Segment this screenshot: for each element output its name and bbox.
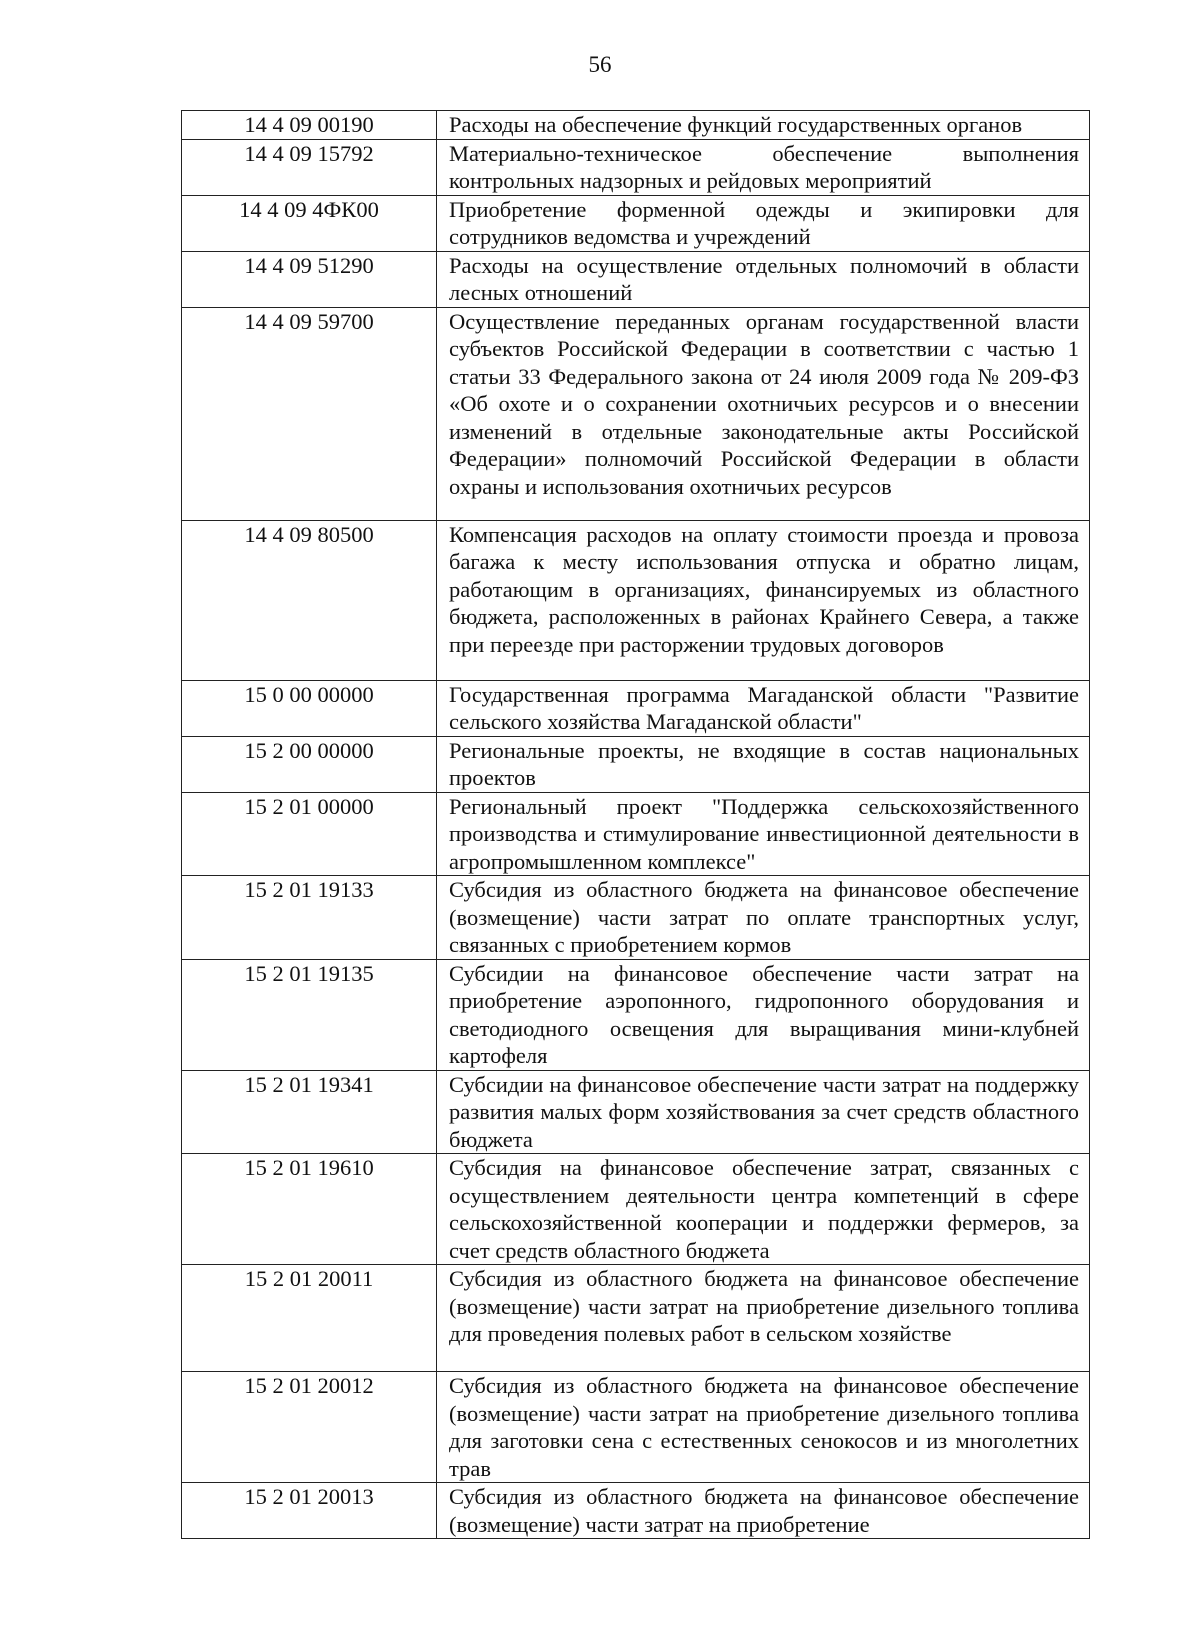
- row-code-cell: 15 2 01 19341: [182, 1070, 437, 1154]
- row-description-cell: Субсидия из областного бюджета на финансовое обеспечение (возмещение) части затрат по оплате транспортных услуг, связанных с приобретением кормов: [437, 876, 1090, 960]
- row-description-cell: Субсидия из областного бюджета на финансовое обеспечение (возмещение) части затрат на приобретение: [437, 1483, 1090, 1539]
- row-code-cell: 15 2 01 00000: [182, 792, 437, 876]
- row-description-cell: Компенсация расходов на оплату стоимости проезда и провоза багажа к месту использования отпуска и обратно лицам, работающим в организациях, финансируемых из областного бюджета, расположенных в районах Крайнего Севера, а также при переезде при расторжении трудовых договоров: [437, 520, 1090, 680]
- row-code-cell: 15 2 01 20012: [182, 1372, 437, 1483]
- row-description-cell: Субсидия из областного бюджета на финансовое обеспечение (возмещение) части затрат на приобретение дизельного топлива для проведения полевых работ в сельском хозяйстве: [437, 1265, 1090, 1372]
- row-description-cell: Приобретение форменной одежды и экипировки для сотрудников ведомства и учреждений: [437, 195, 1090, 251]
- row-code-cell: 15 0 00 00000: [182, 680, 437, 736]
- row-code-cell: 15 2 01 19133: [182, 876, 437, 960]
- table-row: [182, 520, 1090, 680]
- table-row: [182, 307, 1090, 520]
- table-row: [182, 792, 1090, 876]
- table-row: [182, 139, 1090, 195]
- row-description-cell: Расходы на осуществление отдельных полномочий в области лесных отношений: [437, 251, 1090, 307]
- table-row: [182, 1070, 1090, 1154]
- row-description-cell: Региональные проекты, не входящие в состав национальных проектов: [437, 736, 1090, 792]
- table-body: [182, 111, 1090, 1539]
- row-code-cell: 14 4 09 4ФК00: [182, 195, 437, 251]
- page-number: 56: [588, 52, 612, 77]
- row-description-cell: Расходы на обеспечение функций государственных органов: [437, 111, 1090, 140]
- table-row: [182, 195, 1090, 251]
- row-code-cell: 15 2 01 19610: [182, 1154, 437, 1265]
- row-description-cell: Субсидия на финансовое обеспечение затрат, связанных с осуществлением деятельности центра компетенций в сфере сельскохозяйственной кооперации и поддержки фермеров, за счет средств областного бюджета: [437, 1154, 1090, 1265]
- row-code-cell: 14 4 09 59700: [182, 307, 437, 520]
- table-row: [182, 1372, 1090, 1483]
- row-code-cell: 14 4 09 00190: [182, 111, 437, 140]
- table-row: [182, 251, 1090, 307]
- row-code-cell: 15 2 01 20011: [182, 1265, 437, 1372]
- row-description-cell: Субсидии на финансовое обеспечение части затрат на поддержку развития малых форм хозяйствования за счет средств областного бюджета: [437, 1070, 1090, 1154]
- row-code-cell: 15 2 01 20013: [182, 1483, 437, 1539]
- row-code-cell: 15 2 01 19135: [182, 959, 437, 1070]
- table-row: [182, 959, 1090, 1070]
- table-row: [182, 1265, 1090, 1372]
- table-row: [182, 111, 1090, 140]
- table-row: [182, 876, 1090, 960]
- table-row: [182, 1483, 1090, 1539]
- row-description-cell: Государственная программа Магаданской области "Развитие сельского хозяйства Магаданской области": [437, 680, 1090, 736]
- row-code-cell: 14 4 09 80500: [182, 520, 437, 680]
- row-description-cell: Субсидия из областного бюджета на финансовое обеспечение (возмещение) части затрат на приобретение дизельного топлива для заготовки сена с естественных сенокосов и из многолетних трав: [437, 1372, 1090, 1483]
- budget-classification-table: [181, 110, 1090, 1539]
- row-code-cell: 14 4 09 51290: [182, 251, 437, 307]
- row-description-cell: Материально-техническое обеспечение выполнения контрольных надзорных и рейдовых мероприятий: [437, 139, 1090, 195]
- table-row: [182, 1154, 1090, 1265]
- row-description-cell: Осуществление переданных органам государственной власти субъектов Российской Федерации в соответствии с частью 1 статьи 33 Федерального закона от 24 июля 2009 года № 209-ФЗ «Об охоте и о сохранении охотничьих ресурсов и о внесении изменений в отдельные законодательные акты Российской Федерации» полномочий Российской Федерации в области охраны и использования охотничьих ресурсов: [437, 307, 1090, 520]
- row-description-cell: Региональный проект "Поддержка сельскохозяйственного производства и стимулирование инвестиционной деятельности в агропромышленном комплексе": [437, 792, 1090, 876]
- row-description-cell: Субсидии на финансовое обеспечение части затрат на приобретение аэропонного, гидропонного оборудования и светодиодного освещения для выращивания мини-клубней картофеля: [437, 959, 1090, 1070]
- table-row: [182, 680, 1090, 736]
- row-code-cell: 15 2 00 00000: [182, 736, 437, 792]
- row-code-cell: 14 4 09 15792: [182, 139, 437, 195]
- table-row: [182, 736, 1090, 792]
